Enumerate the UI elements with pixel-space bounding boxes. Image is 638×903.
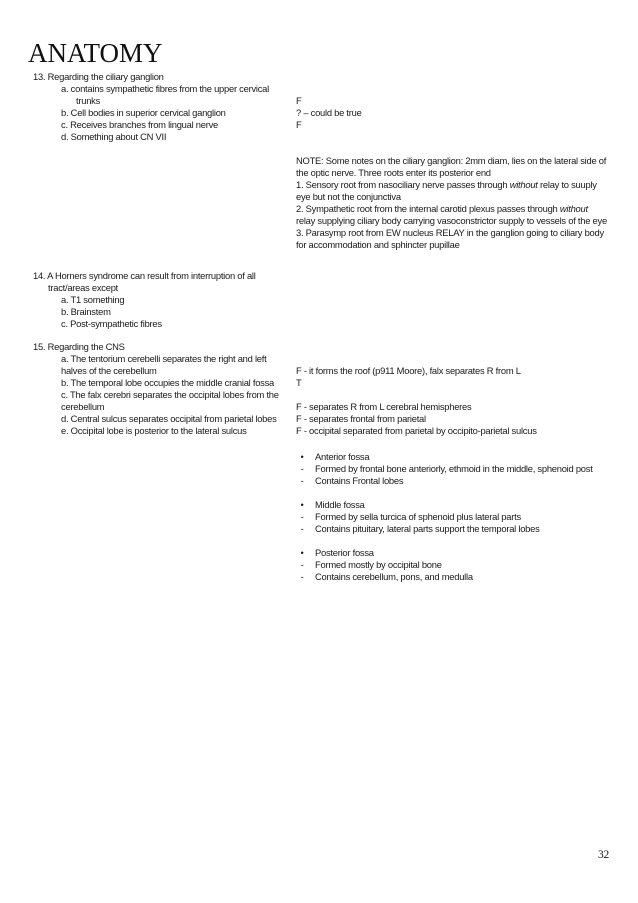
fossa-point: Contains Frontal lobes	[315, 475, 404, 486]
fossa-name: Middle fossa	[315, 499, 365, 510]
q14-option-c: c. Post-sympathetic fibres	[61, 318, 162, 329]
q15-answer-c: F - separates R from L cerebral hemispheres	[296, 401, 472, 412]
q13-note-line: relay supplying ciliary body carrying vasoconstrictor supply to vessels of the eye	[296, 215, 607, 226]
q15-answer-a: F - it forms the roof (p911 Moore), falx separates R from L	[296, 365, 521, 376]
q15-heading: 15. Regarding the CNS	[33, 341, 125, 352]
q15-option-c-cont: cerebellum	[61, 401, 105, 412]
q13-note-line: eye but not the conjunctiva	[296, 191, 401, 202]
q15-option-e: e. Occipital lobe is posterior to the lateral sulcus	[61, 425, 247, 436]
bullet-icon: •	[300, 499, 304, 510]
q13-note-line: the optic nerve. Three roots enter its posterior end	[296, 167, 491, 178]
q14-heading-cont: tract/areas except	[48, 282, 119, 293]
note-emphasis: without	[509, 179, 538, 190]
q13-option-b: b. Cell bodies in superior cervical ganglion	[61, 107, 226, 118]
q13-option-a-cont: trunks	[76, 95, 101, 106]
note-text: relay to suuply	[537, 179, 597, 190]
q15-option-a: a. The tentorium cerebelli separates the right and left	[61, 353, 267, 364]
note-emphasis: without	[559, 203, 588, 214]
q15-answer-b: T	[296, 377, 302, 388]
q15-option-d: d. Central sulcus separates occipital from parietal lobes	[61, 413, 277, 424]
q15-option-c: c. The falx cerebri separates the occipital lobes from the	[61, 389, 279, 400]
dash-icon: -	[300, 559, 304, 570]
dash-icon: -	[300, 571, 304, 582]
q14-heading: 14. A Horners syndrome can result from interruption of all	[33, 270, 256, 281]
page-title: ANATOMY	[28, 38, 163, 68]
q14-option-b: b. Brainstem	[61, 306, 111, 317]
page-number: 32	[598, 849, 609, 861]
q13-note-line	[296, 179, 597, 191]
fossa-point: Contains pituitary, lateral parts support the temporal lobes	[315, 523, 540, 534]
note-text: 2. Sympathetic root from the internal carotid plexus passes through	[296, 203, 560, 214]
q14-option-a: a. T1 something	[61, 294, 125, 305]
dash-icon: -	[300, 475, 304, 486]
q15-option-a-cont: halves of the cerebellum	[61, 365, 157, 376]
q13-heading: 13. Regarding the ciliary ganglion	[33, 71, 164, 82]
q13-option-d: d. Something about CN VII	[61, 131, 167, 142]
fossa-name: Posterior fossa	[315, 547, 374, 558]
q15-answer-d: F - separates frontal from parietal	[296, 413, 426, 424]
dash-icon: -	[300, 511, 304, 522]
note-text: 1. Sensory root from nasociliary nerve passes through	[296, 179, 510, 190]
q15-option-b: b. The temporal lobe occupies the middle cranial fossa	[61, 377, 275, 388]
q13-note-line: for accommodation and sphincter pupillae	[296, 239, 460, 250]
q13-note-line: NOTE: Some notes on the ciliary ganglion: 2mm diam, lies on the lateral side of	[296, 155, 607, 166]
q13-answer-b: ? – could be true	[296, 107, 362, 118]
fossa-point: Formed mostly by occipital bone	[315, 559, 442, 570]
q13-option-a: a. contains sympathetic fibres from the upper cervical	[61, 83, 269, 94]
fossa-name: Anterior fossa	[315, 451, 370, 462]
q13-option-c: c. Receives branches from lingual nerve	[61, 119, 218, 130]
fossa-point: Formed by sella turcica of sphenoid plus lateral parts	[315, 511, 521, 522]
q13-note-line: 3. Parasymp root from EW nucleus RELAY in the ganglion going to ciliary body	[296, 227, 604, 238]
q15-answer-e: F - occipital separated from parietal by occipito-parietal sulcus	[296, 425, 537, 436]
dash-icon: -	[300, 523, 304, 534]
bullet-icon: •	[300, 547, 304, 558]
q13-note-line	[296, 203, 588, 215]
bullet-icon: •	[300, 451, 304, 462]
fossa-point: Contains cerebellum, pons, and medulla	[315, 571, 473, 582]
q13-answer-a: F	[296, 95, 302, 106]
dash-icon: -	[300, 463, 304, 474]
fossa-point: Formed by frontal bone anteriorly, ethmoid in the middle, sphenoid post	[315, 463, 593, 474]
q13-answer-c: F	[296, 119, 302, 130]
